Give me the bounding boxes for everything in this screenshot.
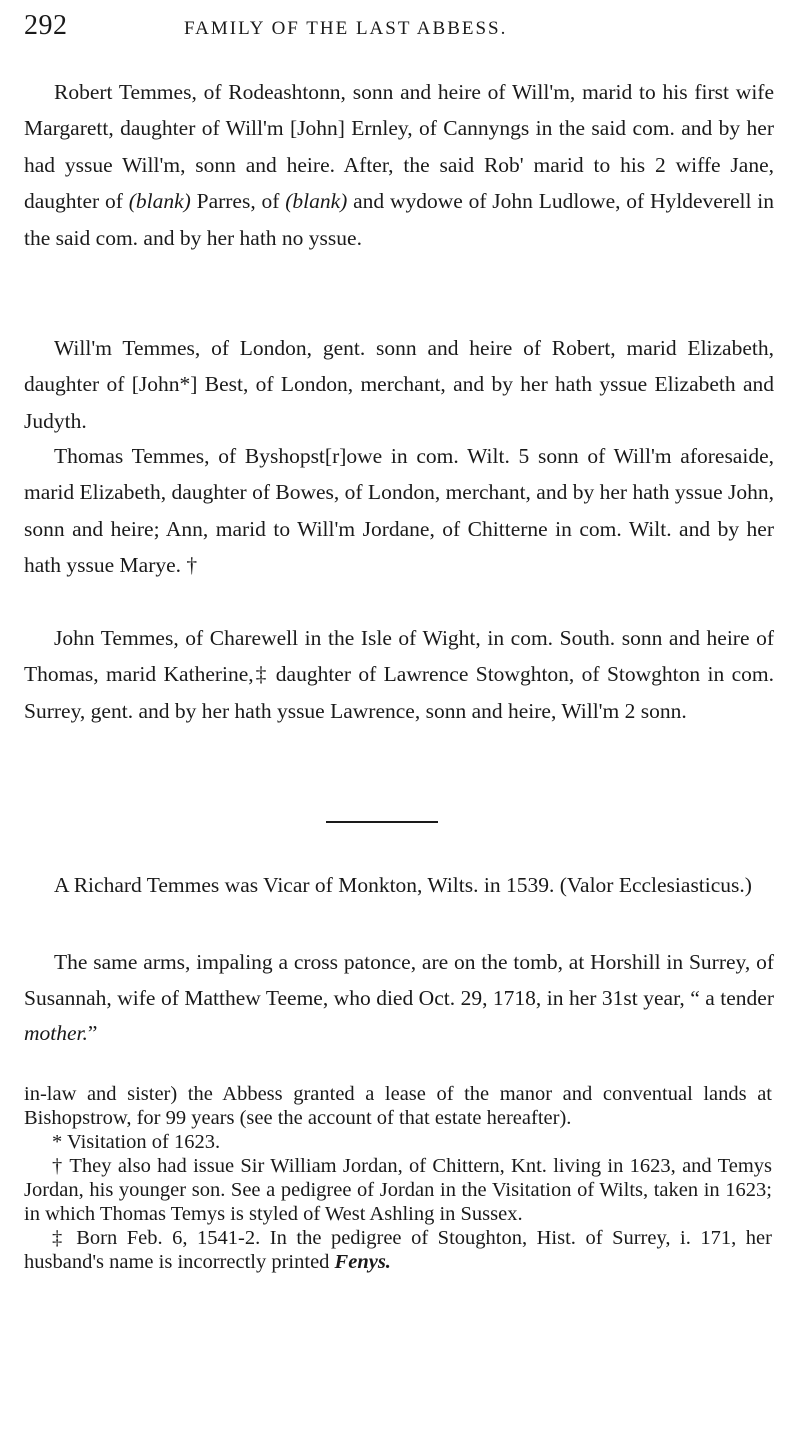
text-run: ” (87, 1021, 98, 1045)
blank-marker: (blank) (285, 189, 348, 214)
footnotes (24, 1082, 772, 1274)
text-run: The same arms, impaling a cross patonce, are on the tomb, at Horshill in Surrey, of Susannah, wife of Matthew Teeme, who died Oct. 29, 1718, in her 31st year, “ a tender (24, 950, 774, 1010)
entry-robert-temmes (24, 74, 774, 256)
paragraph: A Richard Temmes was Vicar of Monkton, Wilts. in 1539. (Valor Ecclesiasticus.) (54, 873, 752, 897)
paragraph: John Temmes, of Charewell in the Isle of Wight, in com. South. sonn and heire of Thomas, marid Katherine,‡ daughter of Lawrence Stowghton, of Stowghton in com. Surrey, gent. and by her hath yssue Lawrence, sonn and heire, Will'm 2 sonn. (24, 626, 774, 723)
entry-john-temmes (24, 620, 774, 729)
note-arms (24, 945, 774, 1052)
text-run: ‡ Born Feb. 6, 1541-2. In the pedigree of Stoughton, Hist. of Surrey, i. 171, her husband's name is incorrectly printed (24, 1227, 772, 1273)
page-number: 292 (24, 10, 68, 41)
section-divider (326, 821, 438, 823)
footnote-double-dagger (24, 1226, 772, 1274)
text-run: Robert Temmes, of Rodeashtonn, sonn and heire of Will'm, marid to his first wife Margarett, daughter of Will'm [John] Ernley, of Cannyngs in the said com. and by her had yssue Will'm, sonn and heire. After, the said Rob' marid to his 2 wiffe Jane, daughter of (24, 80, 774, 214)
paragraph (24, 945, 774, 1052)
text-run: Parres, of (190, 189, 286, 214)
entry-thomas-temmes (24, 438, 774, 584)
page-header (24, 10, 774, 50)
blank-marker: (blank) (128, 189, 191, 214)
footnote-dagger: † They also had issue Sir William Jordan, of Chittern, Knt. living in 1623, and Temys Jordan, his younger son. See a pedigree of Jordan in the Visitation of Wilts, taken in 1623; in which Thomas Temys is styled of West Ashling in Sussex. (24, 1155, 772, 1225)
text-run: and wydowe of John Ludlowe, of Hyldeverell in the said com. and by her hath no yssue. (24, 189, 774, 250)
italic-word: mother. (24, 1021, 88, 1045)
paragraph: Will'm Temmes, of London, gent. sonn and heire of Robert, marid Elizabeth, daughter of [John*] Best, of London, merchant, and by her hath yssue Elizabeth and Judyth. (24, 336, 774, 433)
note-vicar (24, 868, 774, 904)
running-title: FAMILY OF THE LAST ABBESS. (184, 18, 508, 39)
paragraph (24, 74, 774, 256)
italic-word: Fenys. (334, 1251, 391, 1273)
footnote-continuation: in-law and sister) the Abbess granted a lease of the manor and conventual lands at Bishopstrow, for 99 years (see the account of that estate hereafter). (24, 1083, 772, 1129)
footnote-star: * Visitation of 1623. (52, 1131, 221, 1153)
paragraph: Thomas Temmes, of Byshopst[r]owe in com. Wilt. 5 sonn of Will'm aforesaide, marid Elizabeth, daughter of Bowes, of London, merchant, and by her hath yssue John, sonn and heire; Ann, marid to Will'm Jordane, of Chitterne in com. Wilt. and by her hath yssue Marye. † (24, 444, 774, 578)
entry-william-temmes (24, 330, 774, 439)
